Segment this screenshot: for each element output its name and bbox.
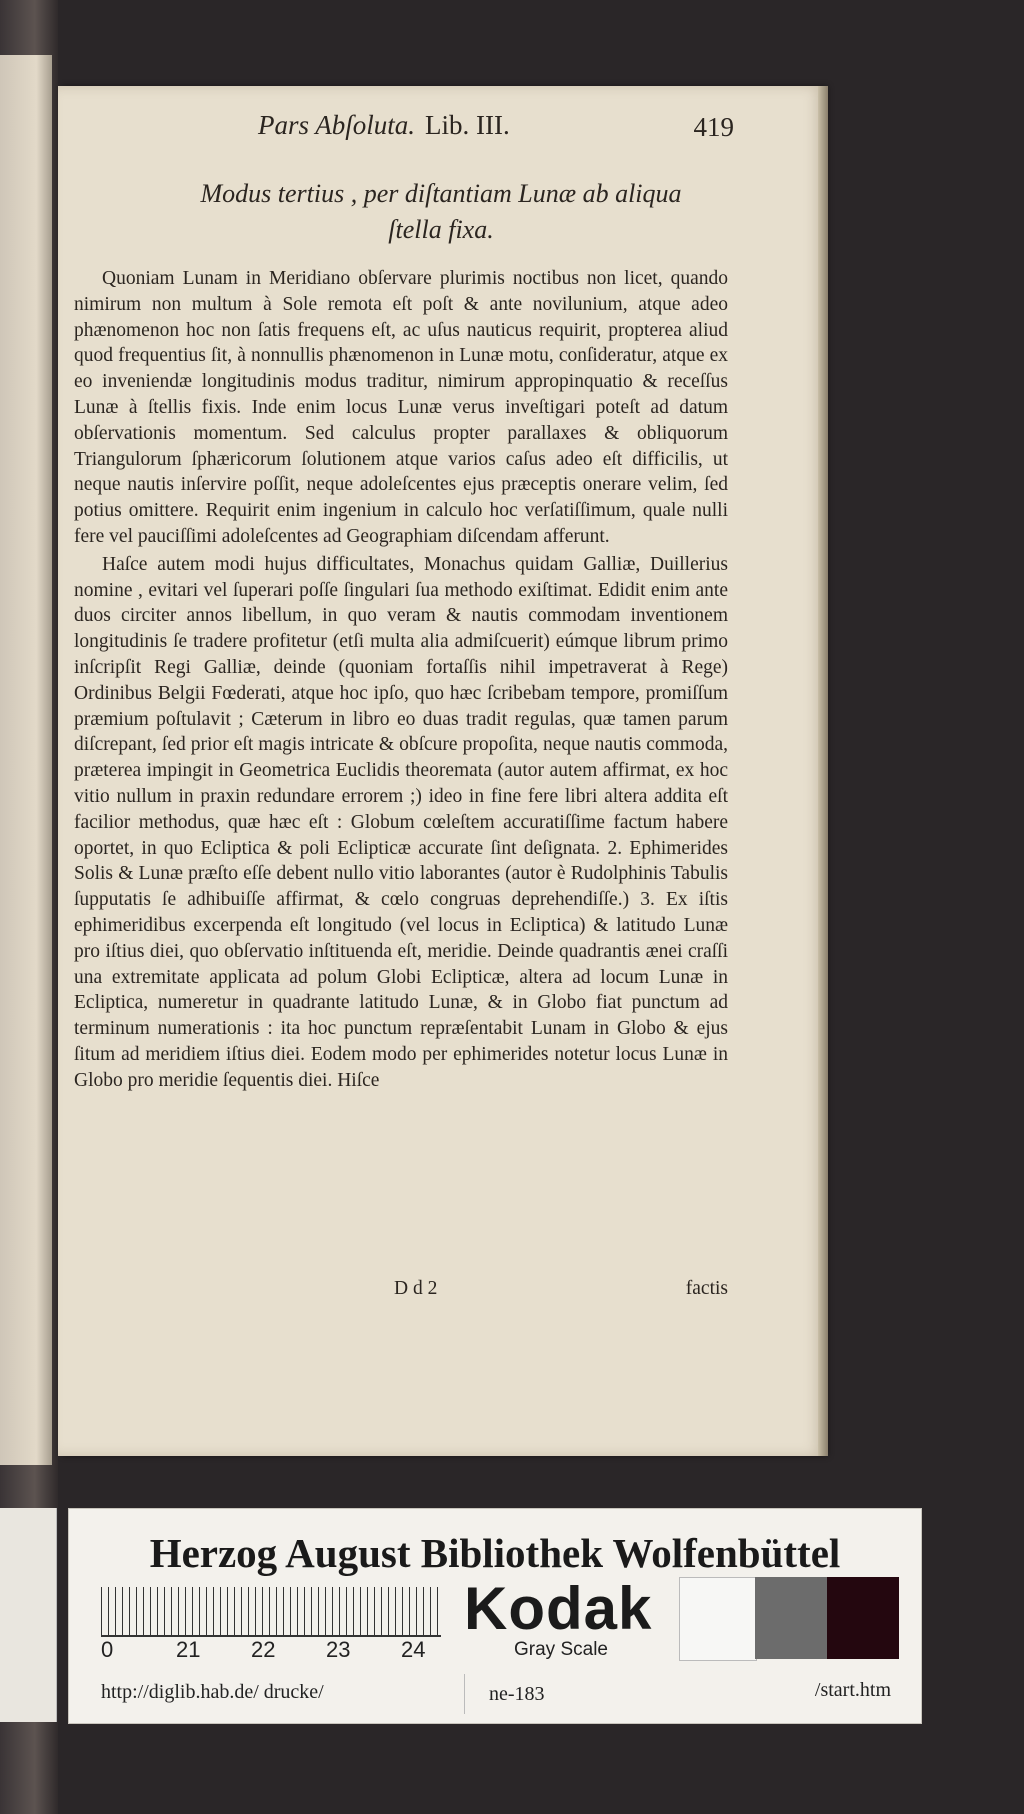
item-identifier: ne-183 [489, 1683, 545, 1705]
running-head-title: Pars Abſoluta. [258, 110, 416, 140]
section-title [58, 176, 824, 248]
paragraph-2: Haſce autem modi hujus difficultates, Monachus quidam Galliæ, Duillerius nomine , evitari vel ſuperari poſſe ſingulari ſua methodo exiſtimat. Edidit enim ante duos circiter annos libellum, in quo veram & nautis commodam inventionem longitudinis ſe tradere profitetur (etſi multa alia admiſcuerit) eúmque librum primo inſcripſit Regi Galliæ, deinde (quoniam fortaſſis nihil impetraverat à Rege) Ordinibus Belgii Fœderati, atque hoc ipſo, quo hæc ſcribebam tempore, promiſſum præmium poſtulavit ; Cæterum in libro eo duas tradit regulas, quæ tamen parum diſcrepant, ſed prior eſt magis intricate & obſcure propoſita, neque nautis commoda, præterea impingit in Geometrica Euclidis theoremata (autor autem affirmat, ex hoc vitio nullum in praxin redundare errorem ;) ideo in fine fere libri altera addita eſt facilior methodus, quæ hæc eſt : Globum cœleſtem accuratiſſime factum habere oportet, in quo Ecliptica & poli Eclipticæ accurate ſint deſignata. 2. Ephimerides Solis & Lunæ præſto eſſe debent nullo vitio laborantes (autor è Rudolphinis Tabulis ſupputatis ſe adhibuiſſe affirmat, & cœlo congruas deprehendiſſe.) 3. Ex iſtis ephimeridibus excerpenda eſt longitudo (vel locus in Ecliptica) & latitudo Lunæ pro iſtius diei, quo obſervatio inſtituenda eſt, meridie. Deinde quadrantis ænei craſſi una extremitate applicata ad polum Globi Eclipticæ, altera ad locum Lunæ in Ecliptica, numeretur in quadrante latitudo Lunæ, & in Globo fiat punctum ad terminum numerationis : ita hoc punctum repræſentabit Lunam in Globo & ejus ſitum ad meridiem iſtius diei. Eodem modo per ephimerides notetur locus Lunæ in Globo pro meridie ſequentis diei. Hiſce [74, 553, 728, 1091]
signature-mark: D d 2 [394, 1278, 438, 1299]
section-title-line-1: Modus tertius , per diſtantiam Lunæ ab aliqua [200, 179, 682, 208]
running-head-book: Lib. III. [425, 110, 510, 140]
dark-swatch [827, 1577, 899, 1659]
facing-page-edge [0, 55, 52, 1465]
library-color-card [68, 1508, 922, 1724]
ruler-label: 21 [176, 1637, 201, 1662]
white-swatch [679, 1577, 757, 1661]
adjacent-card-fragment [0, 1508, 57, 1722]
page-footer [74, 1278, 728, 1304]
book-page [58, 86, 824, 1456]
page-header [58, 104, 824, 144]
page-number: 419 [693, 112, 734, 142]
ruler-label: 23 [326, 1637, 351, 1662]
ruler-label: 24 [401, 1637, 426, 1662]
library-url: http://diglib.hab.de/ drucke/ [101, 1681, 324, 1703]
gray-scale-label: Gray Scale [514, 1639, 608, 1660]
gray-swatch [755, 1577, 827, 1659]
measurement-ruler [101, 1587, 441, 1637]
library-name: Herzog August Bibliothek Wolfenbüttel [149, 1530, 841, 1576]
card-divider [464, 1674, 465, 1714]
ruler-label: 22 [251, 1637, 276, 1662]
start-path: /start.htm [814, 1679, 891, 1701]
running-head [258, 110, 510, 141]
catchword: factis [685, 1278, 728, 1299]
page-edge-shadow [818, 86, 828, 1456]
kodak-logo: Kodak [464, 1575, 653, 1642]
ruler-labels [101, 1637, 441, 1663]
section-title-line-2: ſtella fixa. [388, 215, 494, 244]
body-text [74, 266, 728, 1094]
ruler-label: 0 [101, 1637, 114, 1662]
paragraph-1: Quoniam Lunam in Meridiano obſervare plurimis noctibus non licet, quando nimirum non multum à Sole remota eſt poſt & ante novilunium, atque adeo phænomenon hoc non ſatis frequens eſt, ac uſus nauticus requirit, propterea aliud quod frequentius ſit, à nonnullis phænomenon in Lunæ motu, conſideratur, atque ex eo inveniendæ longitudinis modus traditur, nimirum appropinquatio & receſſus Lunæ à ſtellis fixis. Inde enim locus Lunæ verus inveſtigari poteſt ad datum obſervationis momentum. Sed calculus propter parallaxes & obliquorum Triangulorum ſphæricorum ſolutionem atque varios caſus adeo eſt difficilis, ut neque nautis inſervire poſſit, neque adoleſcentes ejus præceptis onerare velim, ſed potius omittere. Requirit enim ingenium in calculo hoc verſatiſſimum, quale nulli fere vel pauciſſimi adoleſcentes ad Geographiam diſcendam afferunt. [74, 268, 728, 547]
